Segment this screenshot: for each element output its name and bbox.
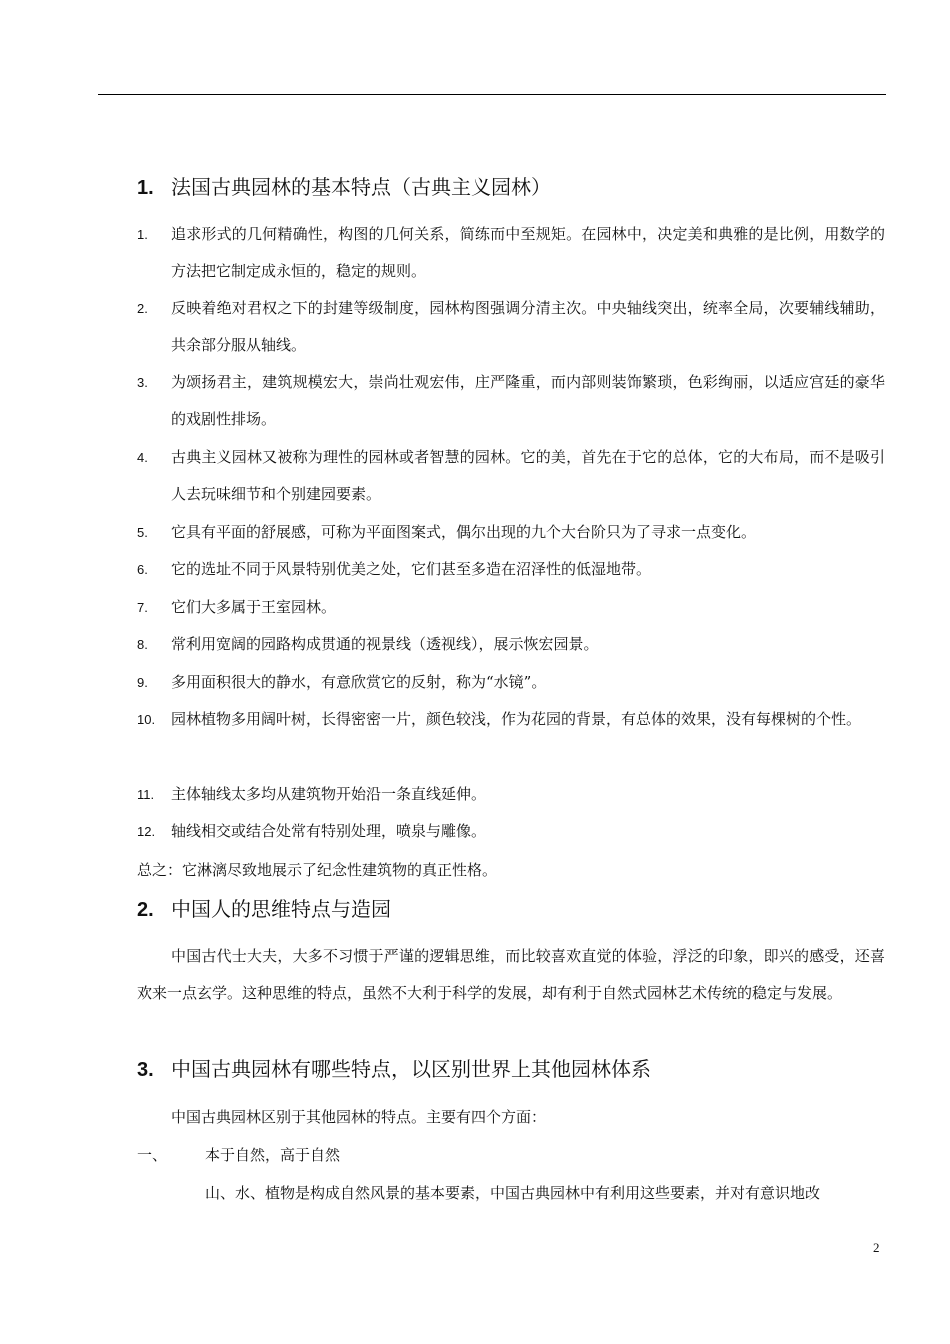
- section-3-heading: [137, 1057, 651, 1082]
- list-item-number: 12.: [137, 824, 156, 839]
- list-item: [137, 290, 885, 364]
- list-item-text: 它的选址不同于风景特别优美之处，它们甚至多造在沼泽性的低湿地带。: [171, 560, 652, 578]
- list-item-text: 为颂扬君主，建筑规模宏大，崇尚壮观宏伟，庄严隆重，而内部则装饰繁琐，色彩绚丽，以适应宫廷的豪华的戏剧性排场。: [171, 373, 885, 428]
- section-2-number: 2.: [137, 899, 154, 921]
- list-item-number: 10.: [137, 712, 156, 727]
- list-item-number: 3.: [137, 375, 148, 390]
- list-item-text: 它具有平面的舒展感，可称为平面图案式，偶尔出现的九个大台阶只为了寻求一点变化。: [171, 523, 757, 541]
- list-item: [137, 514, 885, 551]
- point-1-title: 本于自然，高于自然: [205, 1146, 341, 1164]
- point-1-text: 山、水、植物是构成自然风景的基本要素，中国古典园林中有利用这些要素，并对有意识地改: [205, 1184, 821, 1202]
- section-3-intro: 中国古典园林区别于其他园林的特点。主要有四个方面：: [171, 1108, 547, 1126]
- section-1-title: 法国古典园林的基本特点（古典主义园林）: [171, 175, 551, 199]
- list-item-number: 5.: [137, 525, 148, 540]
- list-item-text: 追求形式的几何精确性，构图的几何关系，简练而中至规矩。在园林中，决定美和典雅的是比例，用数学的方法把它制定成永恒的，稳定的规则。: [171, 225, 885, 280]
- list-item: [137, 589, 885, 626]
- list-item-number: 1.: [137, 227, 148, 242]
- list-item-number: 6.: [137, 562, 148, 577]
- list-item: [137, 364, 885, 438]
- list-item-number: 11.: [137, 787, 155, 802]
- header-rule: [98, 94, 886, 95]
- list-item-text: 园林植物多用阔叶树，长得密密一片，颜色较浅，作为花园的背景，有总体的效果，没有每棵树的个性。: [171, 710, 862, 728]
- list-item-text: 主体轴线太多均从建筑物开始沿一条直线延伸。: [171, 785, 487, 803]
- list-item-number: 8.: [137, 637, 148, 652]
- page-number: 2: [873, 1240, 880, 1255]
- list-item-text: 多用面积很大的静水，有意欣赏它的反射，称为“水镜”。: [171, 673, 547, 691]
- section-3-number: 3.: [137, 1059, 154, 1081]
- list-item-text: 它们大多属于王室园林。: [171, 598, 337, 616]
- section-2-title: 中国人的思维特点与造园: [171, 897, 391, 921]
- list-item: [137, 551, 885, 588]
- list-item-number: 2.: [137, 301, 148, 316]
- list-item-text: 古典主义园林又被称为理性的园林或者智慧的园林。它的美，首先在于它的总体，它的大布局，而不是吸引人去玩味细节和个别建园要素。: [171, 448, 885, 503]
- list-item: [137, 813, 885, 850]
- section-2-paragraph: 中国古代士大夫，大多不习惯于严谨的逻辑思维，而比较喜欢直觉的体验，浮泛的印象，即兴的感受，还喜欢来一点玄学。这种思维的特点，虽然不大利于科学的发展，却有利于自然式园林艺术传统的稳定与发展。: [137, 947, 885, 1002]
- list-item: [137, 701, 885, 738]
- list-item-text: 轴线相交或结合处常有特别处理，喷泉与雕像。: [171, 822, 487, 840]
- section-3-title: 中国古典园林有哪些特点，以区别世界上其他园林体系: [171, 1057, 651, 1081]
- list-item: [137, 216, 885, 290]
- list-item-number: 4.: [137, 450, 148, 465]
- list-item-number: 7.: [137, 600, 148, 615]
- list-item: [137, 439, 885, 513]
- list-item-number: 9.: [137, 675, 148, 690]
- section-1-summary: 总之：它淋漓尽致地展示了纪念性建筑物的真正性格。: [137, 861, 498, 879]
- point-1-number: 一、: [137, 1146, 168, 1164]
- section-1-number: 1.: [137, 177, 154, 199]
- section-1-heading: [137, 175, 551, 200]
- list-item-text: 反映着绝对君权之下的封建等级制度，园林构图强调分清主次。中央轴线突出，统率全局，次要辅线辅助，共余部分服从轴线。: [171, 299, 885, 354]
- list-item: [137, 626, 885, 663]
- section-2-heading: [137, 897, 391, 922]
- list-item: [137, 664, 885, 701]
- list-item: [137, 776, 885, 813]
- list-item-text: 常利用宽阔的园路构成贯通的视景线（透视线），展示恢宏园景。: [171, 635, 599, 653]
